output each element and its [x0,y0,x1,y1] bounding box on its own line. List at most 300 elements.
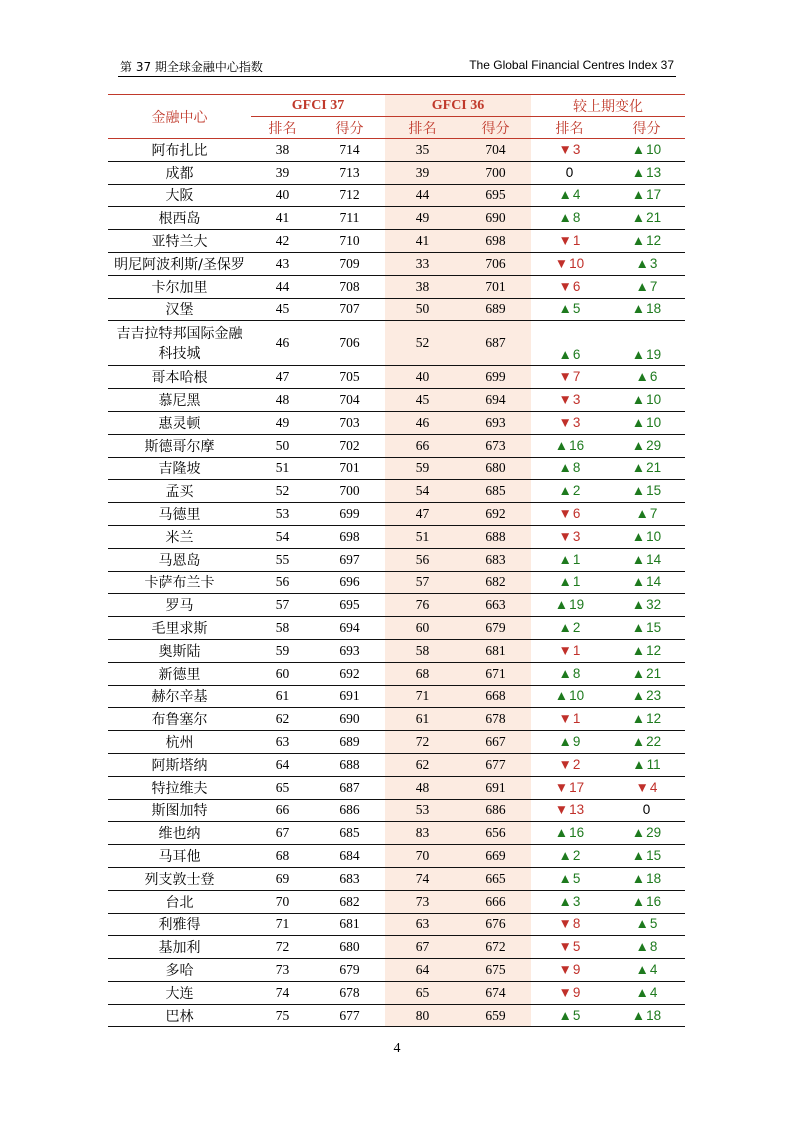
city-name-line: 根西岛 [158,211,201,228]
triangle-up-icon: ▲ [635,255,649,271]
score-37: 678 [314,981,385,1004]
rank-36: 48 [385,776,460,799]
score-change-number: 23 [646,688,662,704]
rank-change-number: 6 [572,506,581,522]
triangle-up-icon: ▲ [631,141,646,157]
score-37: 712 [314,184,385,207]
rank-change-number: 9 [572,984,581,1000]
score-change-value [632,871,661,886]
score-change-number: 5 [649,916,658,932]
rank-change-number: 1 [572,233,581,249]
rank-37: 55 [251,548,314,571]
rank-change-number: 2 [572,620,581,636]
triangle-up-icon: ▲ [558,848,572,863]
rank-change-number: 2 [572,483,581,499]
score-37: 704 [314,389,385,412]
column-header-rank-36: 排名 [385,117,460,139]
score-36: 656 [460,822,531,845]
score-change-number: 10 [646,392,662,408]
rank-37: 71 [251,913,314,936]
score-change [608,617,685,640]
score-change-number: 16 [646,893,662,909]
triangle-up-icon: ▲ [631,414,646,430]
score-37: 710 [314,230,385,253]
rank-change-number: 7 [572,369,581,385]
city-name [108,434,251,457]
city-name [108,571,251,594]
score-36: 677 [460,753,531,776]
triangle-up-icon: ▲ [635,984,649,1000]
score-change-number: 22 [646,734,662,750]
rank-change-value [559,939,581,954]
score-change-number: 21 [646,460,662,476]
triangle-up-icon: ▲ [558,301,572,317]
score-36: 701 [460,275,531,298]
rank-change [531,959,608,982]
column-header-center: 金融中心 [108,95,251,139]
rank-37: 40 [251,184,314,207]
rank-change [531,139,608,162]
triangle-up-icon: ▲ [554,825,569,841]
score-change-number: 12 [646,711,662,727]
rank-change-number: 6 [572,347,581,363]
triangle-up-icon: ▲ [631,437,646,453]
rank-change-value [559,894,581,909]
score-change-value [632,597,661,612]
table-row [108,662,685,685]
rank-37: 67 [251,822,314,845]
score-37: 709 [314,252,385,275]
city-name-line: 马耳他 [158,849,201,865]
rank-change-value [559,916,581,931]
triangle-up-icon: ▲ [635,916,649,932]
score-change [608,184,685,207]
rank-change-value [555,597,584,612]
rank-36: 83 [385,822,460,845]
city-name [108,890,251,913]
city-name [108,525,251,548]
rank-change-number: 8 [572,460,581,476]
triangle-down-icon: ▼ [558,278,572,294]
score-37: 698 [314,525,385,548]
score-change [608,731,685,754]
rank-change-value [559,233,581,248]
score-36: 665 [460,867,531,890]
rank-36: 63 [385,913,460,936]
score-36: 663 [460,594,531,617]
triangle-down-icon: ▼ [558,711,572,727]
score-change [608,708,685,731]
rank-37: 39 [251,161,314,184]
score-37: 707 [314,298,385,321]
rank-change-number: 1 [572,642,581,658]
rank-change [531,867,608,890]
score-change-number: 15 [646,620,662,636]
rank-change-value [559,347,581,362]
score-change-value [632,552,661,567]
rank-change-value [559,574,581,589]
rank-37: 51 [251,457,314,480]
column-header-rank-37: 排名 [251,117,314,139]
triangle-up-icon: ▲ [558,347,572,363]
city-name-line: 列支敦士登 [144,871,215,888]
rank-37: 70 [251,890,314,913]
triangle-up-icon: ▲ [631,665,646,681]
city-name-line: 惠灵顿 [158,415,201,432]
rank-change [531,731,608,754]
score-change-value [632,187,661,202]
score-change [608,662,685,685]
rank-change-value [555,825,584,840]
triangle-up-icon: ▲ [631,551,646,567]
column-group-gfci37: GFCI 37 [251,95,385,117]
city-name-line: 斯德哥尔摩 [144,438,215,455]
score-37: 701 [314,457,385,480]
score-change-value [632,529,661,544]
score-change-value [632,848,661,863]
triangle-down-icon: ▼ [558,642,572,658]
table-row [108,161,685,184]
rank-37: 60 [251,662,314,685]
score-36: 693 [460,411,531,434]
city-name-line: 多哈 [165,962,194,979]
score-change-number: 13 [646,164,662,180]
city-name-line: 维也纳 [158,826,201,843]
column-header-score-36: 得分 [460,117,531,139]
score-change-number: 12 [646,233,662,249]
score-change-number: 12 [646,642,662,658]
rank-change [531,1004,608,1027]
triangle-up-icon: ▲ [631,848,646,863]
city-name [108,161,251,184]
rank-37: 54 [251,525,314,548]
score-36: 694 [460,389,531,412]
rank-change [531,594,608,617]
rank-36: 53 [385,799,460,822]
column-group-gfci36: GFCI 36 [385,95,531,117]
rank-change-number: 16 [569,437,585,453]
city-name-line: 毛里求斯 [151,621,208,638]
score-36: 679 [460,617,531,640]
score-change [608,411,685,434]
score-change-value [632,142,661,157]
triangle-up-icon: ▲ [631,870,646,886]
rank-change [531,617,608,640]
triangle-up-icon: ▲ [558,574,572,590]
score-change [608,480,685,503]
rank-37: 72 [251,936,314,959]
score-change [608,252,685,275]
triangle-up-icon: ▲ [631,210,646,226]
rank-37: 46 [251,321,314,366]
rank-change [531,913,608,936]
score-change-number: 4 [649,961,658,977]
score-36: 659 [460,1004,531,1027]
rank-change-value [559,279,581,294]
rank-36: 35 [385,139,460,162]
triangle-up-icon: ▲ [558,620,572,636]
rank-change [531,662,608,685]
score-change [608,753,685,776]
rank-36: 33 [385,252,460,275]
triangle-up-icon: ▲ [631,620,646,636]
score-change [608,799,685,822]
rank-change-number: 1 [572,574,581,590]
city-name [108,230,251,253]
city-name-line: 汉堡 [165,302,194,319]
triangle-up-icon: ▲ [558,870,572,886]
score-change [608,161,685,184]
city-name [108,275,251,298]
city-name-line: 亚特兰大 [151,234,208,251]
triangle-up-icon: ▲ [631,301,646,317]
city-name [108,822,251,845]
triangle-up-icon: ▲ [635,506,649,522]
city-name-line: 大阪 [165,188,194,205]
score-37: 691 [314,685,385,708]
rank-37: 59 [251,639,314,662]
triangle-up-icon: ▲ [635,939,649,955]
rank-change-value [559,529,581,544]
score-36: 698 [460,230,531,253]
rank-37: 41 [251,207,314,230]
rank-change-value [555,256,584,271]
rank-change [531,708,608,731]
triangle-up-icon: ▲ [558,187,572,203]
score-37: 695 [314,594,385,617]
rank-change-value [559,415,581,430]
rank-change-number: 3 [572,414,581,430]
rank-36: 50 [385,298,460,321]
triangle-up-icon: ▲ [631,460,646,476]
triangle-down-icon: ▼ [558,916,572,932]
triangle-up-icon: ▲ [558,210,572,226]
score-37: 679 [314,959,385,982]
score-change-number: 18 [646,870,662,886]
rank-37: 43 [251,252,314,275]
rank-change-number: 8 [572,916,581,932]
triangle-up-icon: ▲ [631,688,646,704]
score-change-number: 4 [649,779,658,795]
triangle-up-icon: ▲ [635,369,649,385]
triangle-up-icon: ▲ [631,642,646,658]
score-change [608,890,685,913]
city-name-line: 布鲁塞尔 [151,712,208,729]
rank-36: 44 [385,184,460,207]
triangle-up-icon: ▲ [631,711,646,727]
city-name-line: 台北 [165,894,194,911]
score-change [608,845,685,868]
score-change-number: 19 [646,347,662,363]
score-change-value [632,210,661,225]
score-change [608,321,685,366]
city-name-line: 明尼阿波利斯/圣保罗 [114,256,245,273]
rank-change-value [559,369,581,384]
table-row [108,867,685,890]
score-change-number: 6 [649,369,658,385]
score-change-value [636,939,658,954]
score-36: 688 [460,525,531,548]
rank-36: 45 [385,389,460,412]
rank-37: 57 [251,594,314,617]
table-row [108,571,685,594]
city-name-line: 巴林 [165,1008,194,1025]
triangle-up-icon: ▲ [558,551,572,567]
score-change-value [632,734,661,749]
score-37: 688 [314,753,385,776]
table-row [108,184,685,207]
score-change-value [632,1008,661,1023]
score-37: 714 [314,139,385,162]
header-divider [118,76,676,77]
table-row [108,799,685,822]
score-change-number: 3 [649,255,658,271]
rank-37: 68 [251,845,314,868]
score-change-value [632,460,661,475]
rank-change [531,776,608,799]
score-37: 692 [314,662,385,685]
rank-change [531,890,608,913]
table-row [108,321,685,366]
score-change-value [632,165,661,180]
score-36: 681 [460,639,531,662]
score-change [608,525,685,548]
score-36: 692 [460,503,531,526]
rank-change-number: 10 [569,688,585,704]
rank-37: 53 [251,503,314,526]
score-36: 668 [460,685,531,708]
triangle-up-icon: ▲ [635,961,649,977]
table-row [108,503,685,526]
rank-37: 63 [251,731,314,754]
score-change-value [632,643,661,658]
triangle-up-icon: ▲ [558,893,572,909]
score-change-value [632,666,661,681]
rank-change [531,799,608,822]
score-change-number: 29 [646,825,662,841]
score-36: 686 [460,799,531,822]
score-change-value [632,894,661,909]
score-36: 695 [460,184,531,207]
rank-change-value [559,210,581,225]
rank-change-number: 5 [572,301,581,317]
city-name [108,662,251,685]
triangle-up-icon: ▲ [632,756,646,772]
rank-change [531,639,608,662]
score-change-number: 17 [646,187,662,203]
score-change [608,594,685,617]
score-change [608,685,685,708]
table-row [108,936,685,959]
score-37: 690 [314,708,385,731]
score-change-number: 15 [646,848,662,863]
score-36: 680 [460,457,531,480]
score-37: 684 [314,845,385,868]
triangle-up-icon: ▲ [631,825,646,841]
rank-37: 61 [251,685,314,708]
city-name [108,799,251,822]
score-37: 699 [314,503,385,526]
rank-change-number: 13 [569,802,585,818]
score-change [608,639,685,662]
city-name-line: 阿斯塔纳 [151,757,208,774]
rank-change-value [559,620,581,635]
rank-36: 72 [385,731,460,754]
rank-change-number: 5 [572,1007,581,1023]
table-row [108,389,685,412]
triangle-up-icon: ▲ [558,665,572,681]
score-37: 677 [314,1004,385,1027]
rank-36: 76 [385,594,460,617]
rank-37: 45 [251,298,314,321]
triangle-down-icon: ▼ [558,414,572,430]
score-36: 674 [460,981,531,1004]
table-row [108,776,685,799]
rank-36: 65 [385,981,460,1004]
rank-change [531,411,608,434]
rank-change-number: 10 [569,255,585,271]
rank-change-number: 2 [572,848,581,863]
rank-37: 38 [251,139,314,162]
score-change-value [636,985,658,1000]
score-change [608,571,685,594]
city-name-line: 哥本哈根 [151,370,208,387]
score-36: 673 [460,434,531,457]
score-36: 676 [460,913,531,936]
city-name-line: 马恩岛 [158,552,201,569]
rank-36: 70 [385,845,460,868]
score-change-value [632,825,661,840]
table-row [108,753,685,776]
table-row [108,913,685,936]
rank-36: 67 [385,936,460,959]
rank-change [531,207,608,230]
table-row [108,480,685,503]
score-36: 704 [460,139,531,162]
rank-37: 62 [251,708,314,731]
score-change-number: 32 [646,597,662,613]
rank-37: 50 [251,434,314,457]
score-change-value [636,962,658,977]
triangle-up-icon: ▲ [631,392,646,408]
rank-change [531,161,608,184]
city-name [108,845,251,868]
rank-change [531,480,608,503]
rank-change [531,525,608,548]
rank-change [531,298,608,321]
header-title-cn: 第 37 期全球金融中心指数 [120,60,263,74]
rank-36: 80 [385,1004,460,1027]
rank-37: 56 [251,571,314,594]
triangle-up-icon: ▲ [631,187,646,203]
rank-37: 69 [251,867,314,890]
rank-37: 52 [251,480,314,503]
table-row [108,457,685,480]
score-change [608,275,685,298]
city-name [108,207,251,230]
score-change-number: 10 [646,414,662,430]
rank-change-number: 19 [569,597,585,613]
rank-change-number: 2 [572,756,581,772]
rank-change-number: 0 [565,164,574,180]
rank-change-value [559,871,581,886]
rank-change [531,434,608,457]
score-change-value [632,233,661,248]
triangle-down-icon: ▼ [554,802,569,818]
table-row [108,594,685,617]
city-name-line: 阿布扎比 [151,142,208,159]
header-title-en: The Global Financial Centres Index 37 [469,58,674,72]
